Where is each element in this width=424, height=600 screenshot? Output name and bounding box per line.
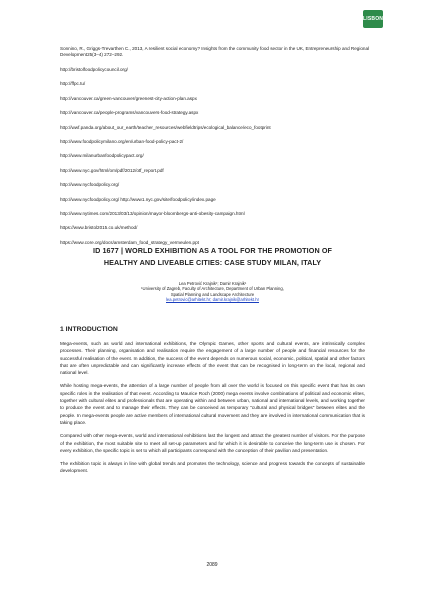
paper-title-line: ID 1677 | WORLD EXHIBITION AS A TOOL FOR THE PROMOTION OF [92,246,333,255]
reference-item: http://wwf.panda.org/about_our_earth/teacher_resources/webfieldtrips/ecological_balance/eco_footprint [60,124,271,130]
reference-item: http://www.nycfoodpolicy.org/ [60,182,120,188]
reference-item: Sonnino, R., Griggs-Trevarthen C., 2013, A resilient social economy? Insights from the community food sector in the UK, Entrepreneurship and Regional Development25(3–4) 272–292. [60,46,370,57]
section-heading: 1 INTRODUCTION [60,326,118,333]
body-paragraph: The exhibition topic is always in line with global trends and promotes the technology, science and progress towards the concepts of sustainable development. [60,461,365,474]
conference-logo [363,9,403,29]
logo-badge: LISBON [363,10,383,28]
reference-item: http://ffpc.tu/ [60,81,86,87]
affiliation-line: Spatial Planning and Landscape Architecture [170,291,255,297]
reference-list [60,46,370,254]
reference-item: http://www.nytimes.com/2013/03/13/opinion/mayor-bloombergs-anti-obesity-campaign.html [60,210,245,216]
reference-item: http://vancouver.ca/people-programs/vancouvers-food-strategy.aspx [60,110,199,116]
body-paragraph: Mega-events, such as world and international exhibitions, the Olympic Games, other sports and cultural events, are intrinsically complex processes. Their planning, organisation and realisation require the engagement of a large number of people and financial resources for the successful realisation of the event. In addition, the success of the event depends on numerous social, economic, political, spatial and other factors that are often unpredictable and can significantly increase effects of the event that can be recognised in long-term on the local, regional and national level. [60,341,365,376]
reference-item: http://www.foodpolicymilano.org/en/urban-food-policy-pact-2/ [60,138,184,144]
reference-item: http://bristolfoodpolicycouncil.org/ [60,67,128,72]
reference-item: https://www.bristol2015.co.uk/method/ [60,225,138,231]
body-paragraph: While hosting mega-events, the attention of a large number of people from all over the world is focused on this specific event that has its own specific roles in the realisation of that event. According to Maurice Roch (2000) mega events involve combinations of political and economic elites, together with cultural elites and professionals that are operating within and between urban, national and international levels, and working together to produce the event and to manage their effects. They can be conceived as temporary "cultural and physical bridges" between elites and the people. In mega-events people are active members of international cultural movement and they are involved in international communication that is taking place. [60,383,365,425]
author-emails-link[interactable]: lea.petrovic@arhitekt.hr; damir.krajnik@arhitekt.hr [166,296,259,302]
author-block [60,281,365,302]
reference-item: http://vancouver.ca/green-vancouver/greenest-city-action-plan.aspx [60,95,197,101]
reference-item: http://www.nycfoodpolicy.org/ http://www1.nyc.gov/site/foodpolicy/index.page [60,196,216,202]
paper-title-line: HEALTHY AND LIVEABLE CITIES: CASE STUDY MILAN, ITALY [103,258,322,267]
paper-title [60,245,365,269]
affiliation-line: ¹University of Zagreb, Faculty of Architecture, Department of Urban Planning, [141,286,284,292]
section-body [60,340,365,481]
page-number: 2089 [206,562,218,568]
reference-item: http://www.milanurbanfoodpolicypact.org/ [60,153,144,159]
reference-item: https://www.core.org/docs/amsterdam_food_strategy_vermeulen.ppt [60,239,199,245]
reference-item: http://www.nyc.gov/html/om/pdf/2012/otf_report.pdf [60,167,164,173]
body-paragraph: Compared with other mega-events, world and international exhibitions last the longest and attract the greatest number of visitors. For the purpose of the exhibition, the most suitable site to meet all set-up parameters and for which it is desirable to conceive the long-term use is chosen. For every exhibition, the specific topic is set to which all participants correspond with the conception of their pavilion and presentation. [60,433,365,453]
author-names: Lea Petrović Krajnik¹; Damir Krajnik¹ [178,281,247,286]
